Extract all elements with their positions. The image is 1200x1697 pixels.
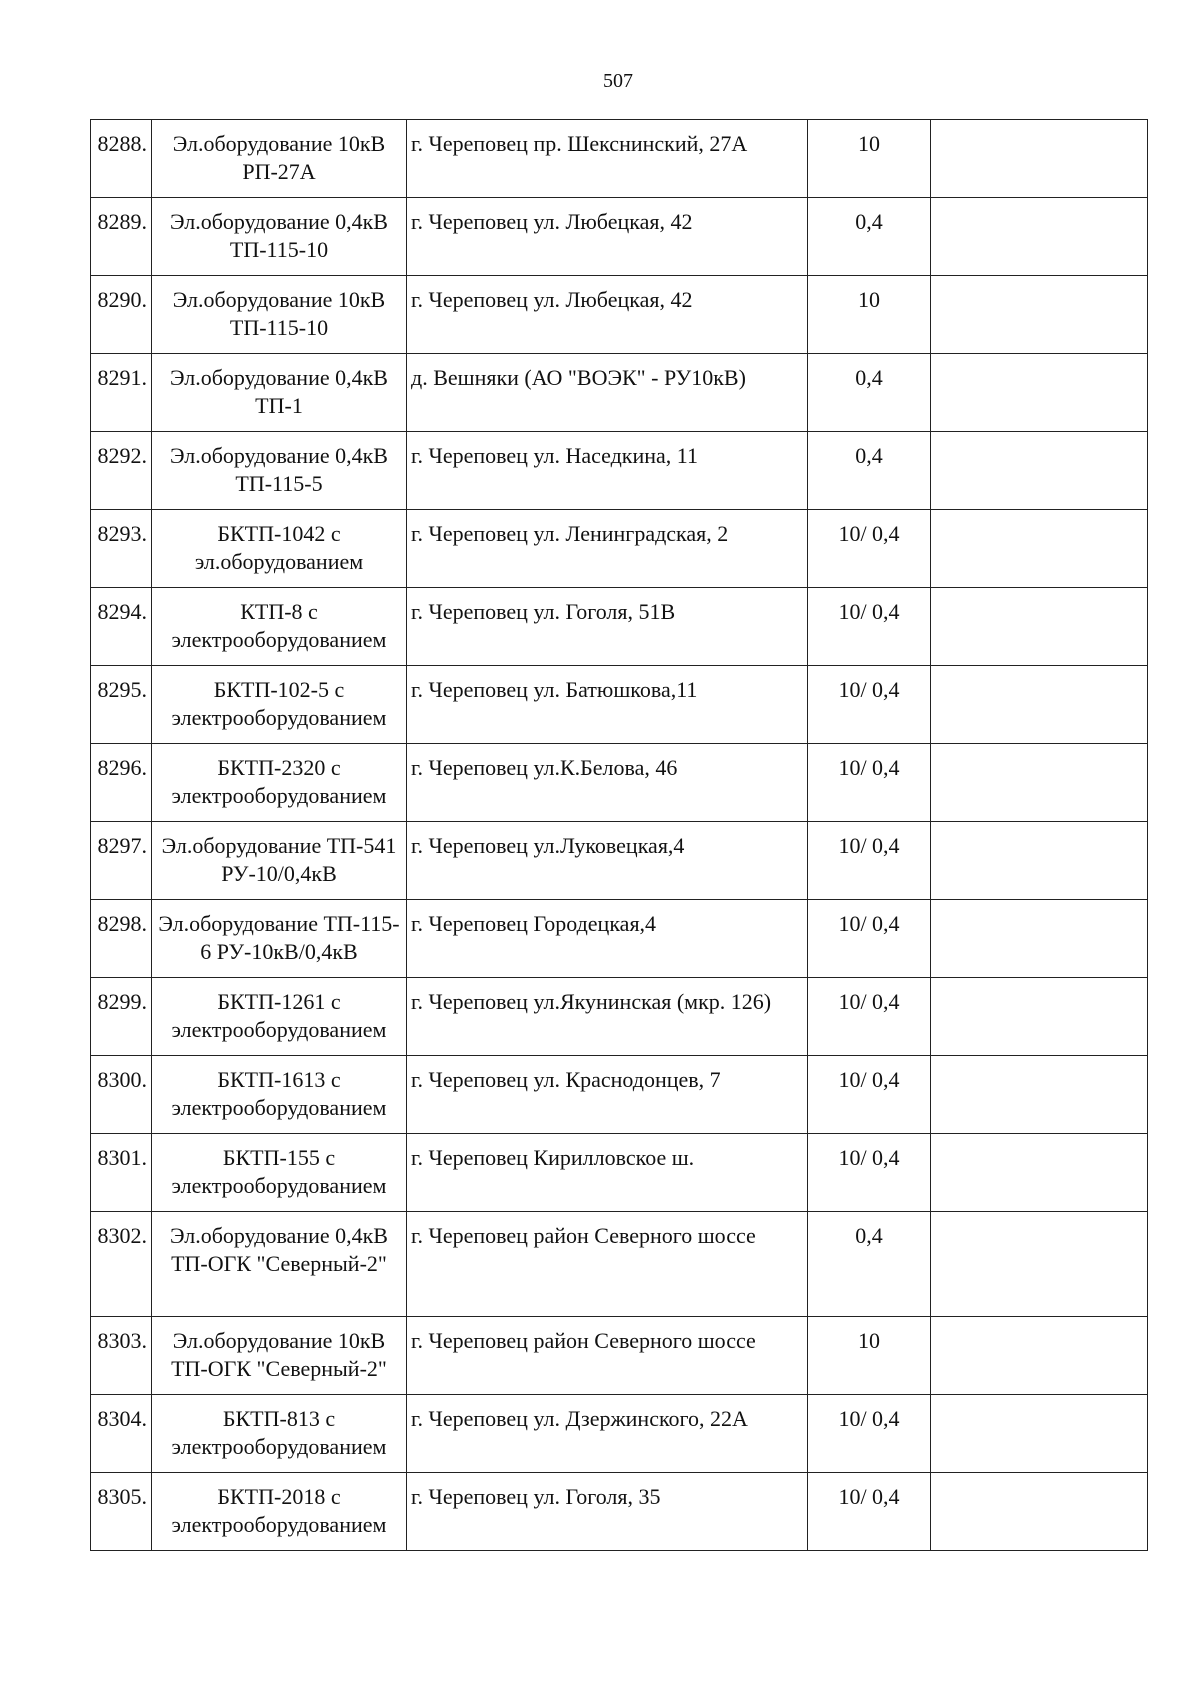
empty-cell — [931, 510, 1148, 588]
row-number: 8292. — [91, 432, 152, 510]
equipment-name: БКТП-1613 с электрооборудованием — [152, 1056, 407, 1134]
empty-cell — [931, 588, 1148, 666]
equipment-name: Эл.оборудование 10кВ РП-27А — [152, 120, 407, 198]
empty-cell — [931, 900, 1148, 978]
equipment-address: г. Череповец ул. Дзержинского, 22А — [407, 1395, 808, 1473]
empty-cell — [931, 744, 1148, 822]
table-row — [91, 900, 1148, 978]
equipment-name: КТП-8 с электрооборудованием — [152, 588, 407, 666]
table-row — [91, 744, 1148, 822]
equipment-address: г. Череповец ул. Наседкина, 11 — [407, 432, 808, 510]
voltage-class: 0,4 — [808, 198, 931, 276]
row-number: 8288. — [91, 120, 152, 198]
row-number: 8304. — [91, 1395, 152, 1473]
equipment-address: г. Череповец ул.Луковецкая,4 — [407, 822, 808, 900]
table-row — [91, 1212, 1148, 1317]
equipment-name: Эл.оборудование 0,4кВ ТП-115-10 — [152, 198, 407, 276]
equipment-address: г. Череповец Кирилловское ш. — [407, 1134, 808, 1212]
table-row — [91, 276, 1148, 354]
equipment-name: БКТП-1261 с электрооборудованием — [152, 978, 407, 1056]
row-number: 8295. — [91, 666, 152, 744]
voltage-class: 10/ 0,4 — [808, 1056, 931, 1134]
voltage-class: 10/ 0,4 — [808, 1473, 931, 1551]
equipment-address: г. Череповец ул. Батюшкова,11 — [407, 666, 808, 744]
voltage-class: 10/ 0,4 — [808, 900, 931, 978]
empty-cell — [931, 1317, 1148, 1395]
voltage-class: 10/ 0,4 — [808, 588, 931, 666]
table-row — [91, 198, 1148, 276]
page-number: 507 — [603, 70, 633, 92]
table-row — [91, 822, 1148, 900]
voltage-class: 10/ 0,4 — [808, 1395, 931, 1473]
voltage-class: 10/ 0,4 — [808, 978, 931, 1056]
registry-table — [90, 119, 1148, 1551]
equipment-address: д. Вешняки (АО "ВОЭК" - РУ10кВ) — [407, 354, 808, 432]
equipment-name: БКТП-2018 с электрооборудованием — [152, 1473, 407, 1551]
row-number: 8299. — [91, 978, 152, 1056]
table-row — [91, 510, 1148, 588]
table-row — [91, 1473, 1148, 1551]
voltage-class: 10/ 0,4 — [808, 666, 931, 744]
equipment-address: г. Череповец Городецкая,4 — [407, 900, 808, 978]
row-number: 8297. — [91, 822, 152, 900]
equipment-name: Эл.оборудование ТП-541 РУ-10/0,4кВ — [152, 822, 407, 900]
row-number: 8293. — [91, 510, 152, 588]
voltage-class: 0,4 — [808, 1212, 931, 1317]
empty-cell — [931, 1134, 1148, 1212]
row-number: 8289. — [91, 198, 152, 276]
row-number: 8290. — [91, 276, 152, 354]
empty-cell — [931, 1395, 1148, 1473]
equipment-address: г. Череповец ул. Любецкая, 42 — [407, 276, 808, 354]
equipment-name: БКТП-155 с электрооборудованием — [152, 1134, 407, 1212]
equipment-name: БКТП-2320 с электрооборудованием — [152, 744, 407, 822]
equipment-address: г. Череповец пр. Шекснинский, 27А — [407, 120, 808, 198]
equipment-name: БКТП-1042 с эл.оборудованием — [152, 510, 407, 588]
registry-table-body — [91, 120, 1148, 1551]
equipment-address: г. Череповец ул. Ленинградская, 2 — [407, 510, 808, 588]
row-number: 8296. — [91, 744, 152, 822]
equipment-address: г. Череповец ул. Любецкая, 42 — [407, 198, 808, 276]
table-row — [91, 354, 1148, 432]
equipment-address: г. Череповец район Северного шоссе — [407, 1212, 808, 1317]
table-row — [91, 120, 1148, 198]
equipment-address: г. Череповец ул.Якунинская (мкр. 126) — [407, 978, 808, 1056]
equipment-name: Эл.оборудование 0,4кВ ТП-115-5 — [152, 432, 407, 510]
table-row — [91, 1395, 1148, 1473]
empty-cell — [931, 198, 1148, 276]
empty-cell — [931, 666, 1148, 744]
empty-cell — [931, 978, 1148, 1056]
voltage-class: 10/ 0,4 — [808, 510, 931, 588]
row-number: 8305. — [91, 1473, 152, 1551]
row-number: 8298. — [91, 900, 152, 978]
equipment-name: Эл.оборудование ТП-115-6 РУ-10кВ/0,4кВ — [152, 900, 407, 978]
voltage-class: 10/ 0,4 — [808, 822, 931, 900]
equipment-name: БКТП-813 с электрооборудованием — [152, 1395, 407, 1473]
empty-cell — [931, 432, 1148, 510]
empty-cell — [931, 1473, 1148, 1551]
table-row — [91, 666, 1148, 744]
empty-cell — [931, 276, 1148, 354]
empty-cell — [931, 822, 1148, 900]
equipment-name: Эл.оборудование 0,4кВ ТП-1 — [152, 354, 407, 432]
table-row — [91, 978, 1148, 1056]
empty-cell — [931, 120, 1148, 198]
row-number: 8291. — [91, 354, 152, 432]
empty-cell — [931, 354, 1148, 432]
table-row — [91, 432, 1148, 510]
equipment-address: г. Череповец ул. Гоголя, 35 — [407, 1473, 808, 1551]
row-number: 8300. — [91, 1056, 152, 1134]
table-row — [91, 588, 1148, 666]
equipment-name: Эл.оборудование 10кВ ТП-ОГК "Северный-2" — [152, 1317, 407, 1395]
voltage-class: 10 — [808, 120, 931, 198]
row-number: 8301. — [91, 1134, 152, 1212]
table-row — [91, 1134, 1148, 1212]
equipment-name: БКТП-102-5 с электрооборудованием — [152, 666, 407, 744]
row-number: 8302. — [91, 1212, 152, 1317]
empty-cell — [931, 1212, 1148, 1317]
voltage-class: 10/ 0,4 — [808, 1134, 931, 1212]
row-number: 8303. — [91, 1317, 152, 1395]
table-row — [91, 1056, 1148, 1134]
equipment-name: Эл.оборудование 0,4кВ ТП-ОГК "Северный-2" — [152, 1212, 407, 1317]
empty-cell — [931, 1056, 1148, 1134]
equipment-address: г. Череповец ул. Гоголя, 51В — [407, 588, 808, 666]
voltage-class: 10 — [808, 1317, 931, 1395]
equipment-name: Эл.оборудование 10кВ ТП-115-10 — [152, 276, 407, 354]
voltage-class: 0,4 — [808, 432, 931, 510]
row-number: 8294. — [91, 588, 152, 666]
table-row — [91, 1317, 1148, 1395]
equipment-address: г. Череповец ул. Краснодонцев, 7 — [407, 1056, 808, 1134]
equipment-address: г. Череповец ул.К.Белова, 46 — [407, 744, 808, 822]
voltage-class: 10/ 0,4 — [808, 744, 931, 822]
voltage-class: 10 — [808, 276, 931, 354]
voltage-class: 0,4 — [808, 354, 931, 432]
equipment-address: г. Череповец район Северного шоссе — [407, 1317, 808, 1395]
